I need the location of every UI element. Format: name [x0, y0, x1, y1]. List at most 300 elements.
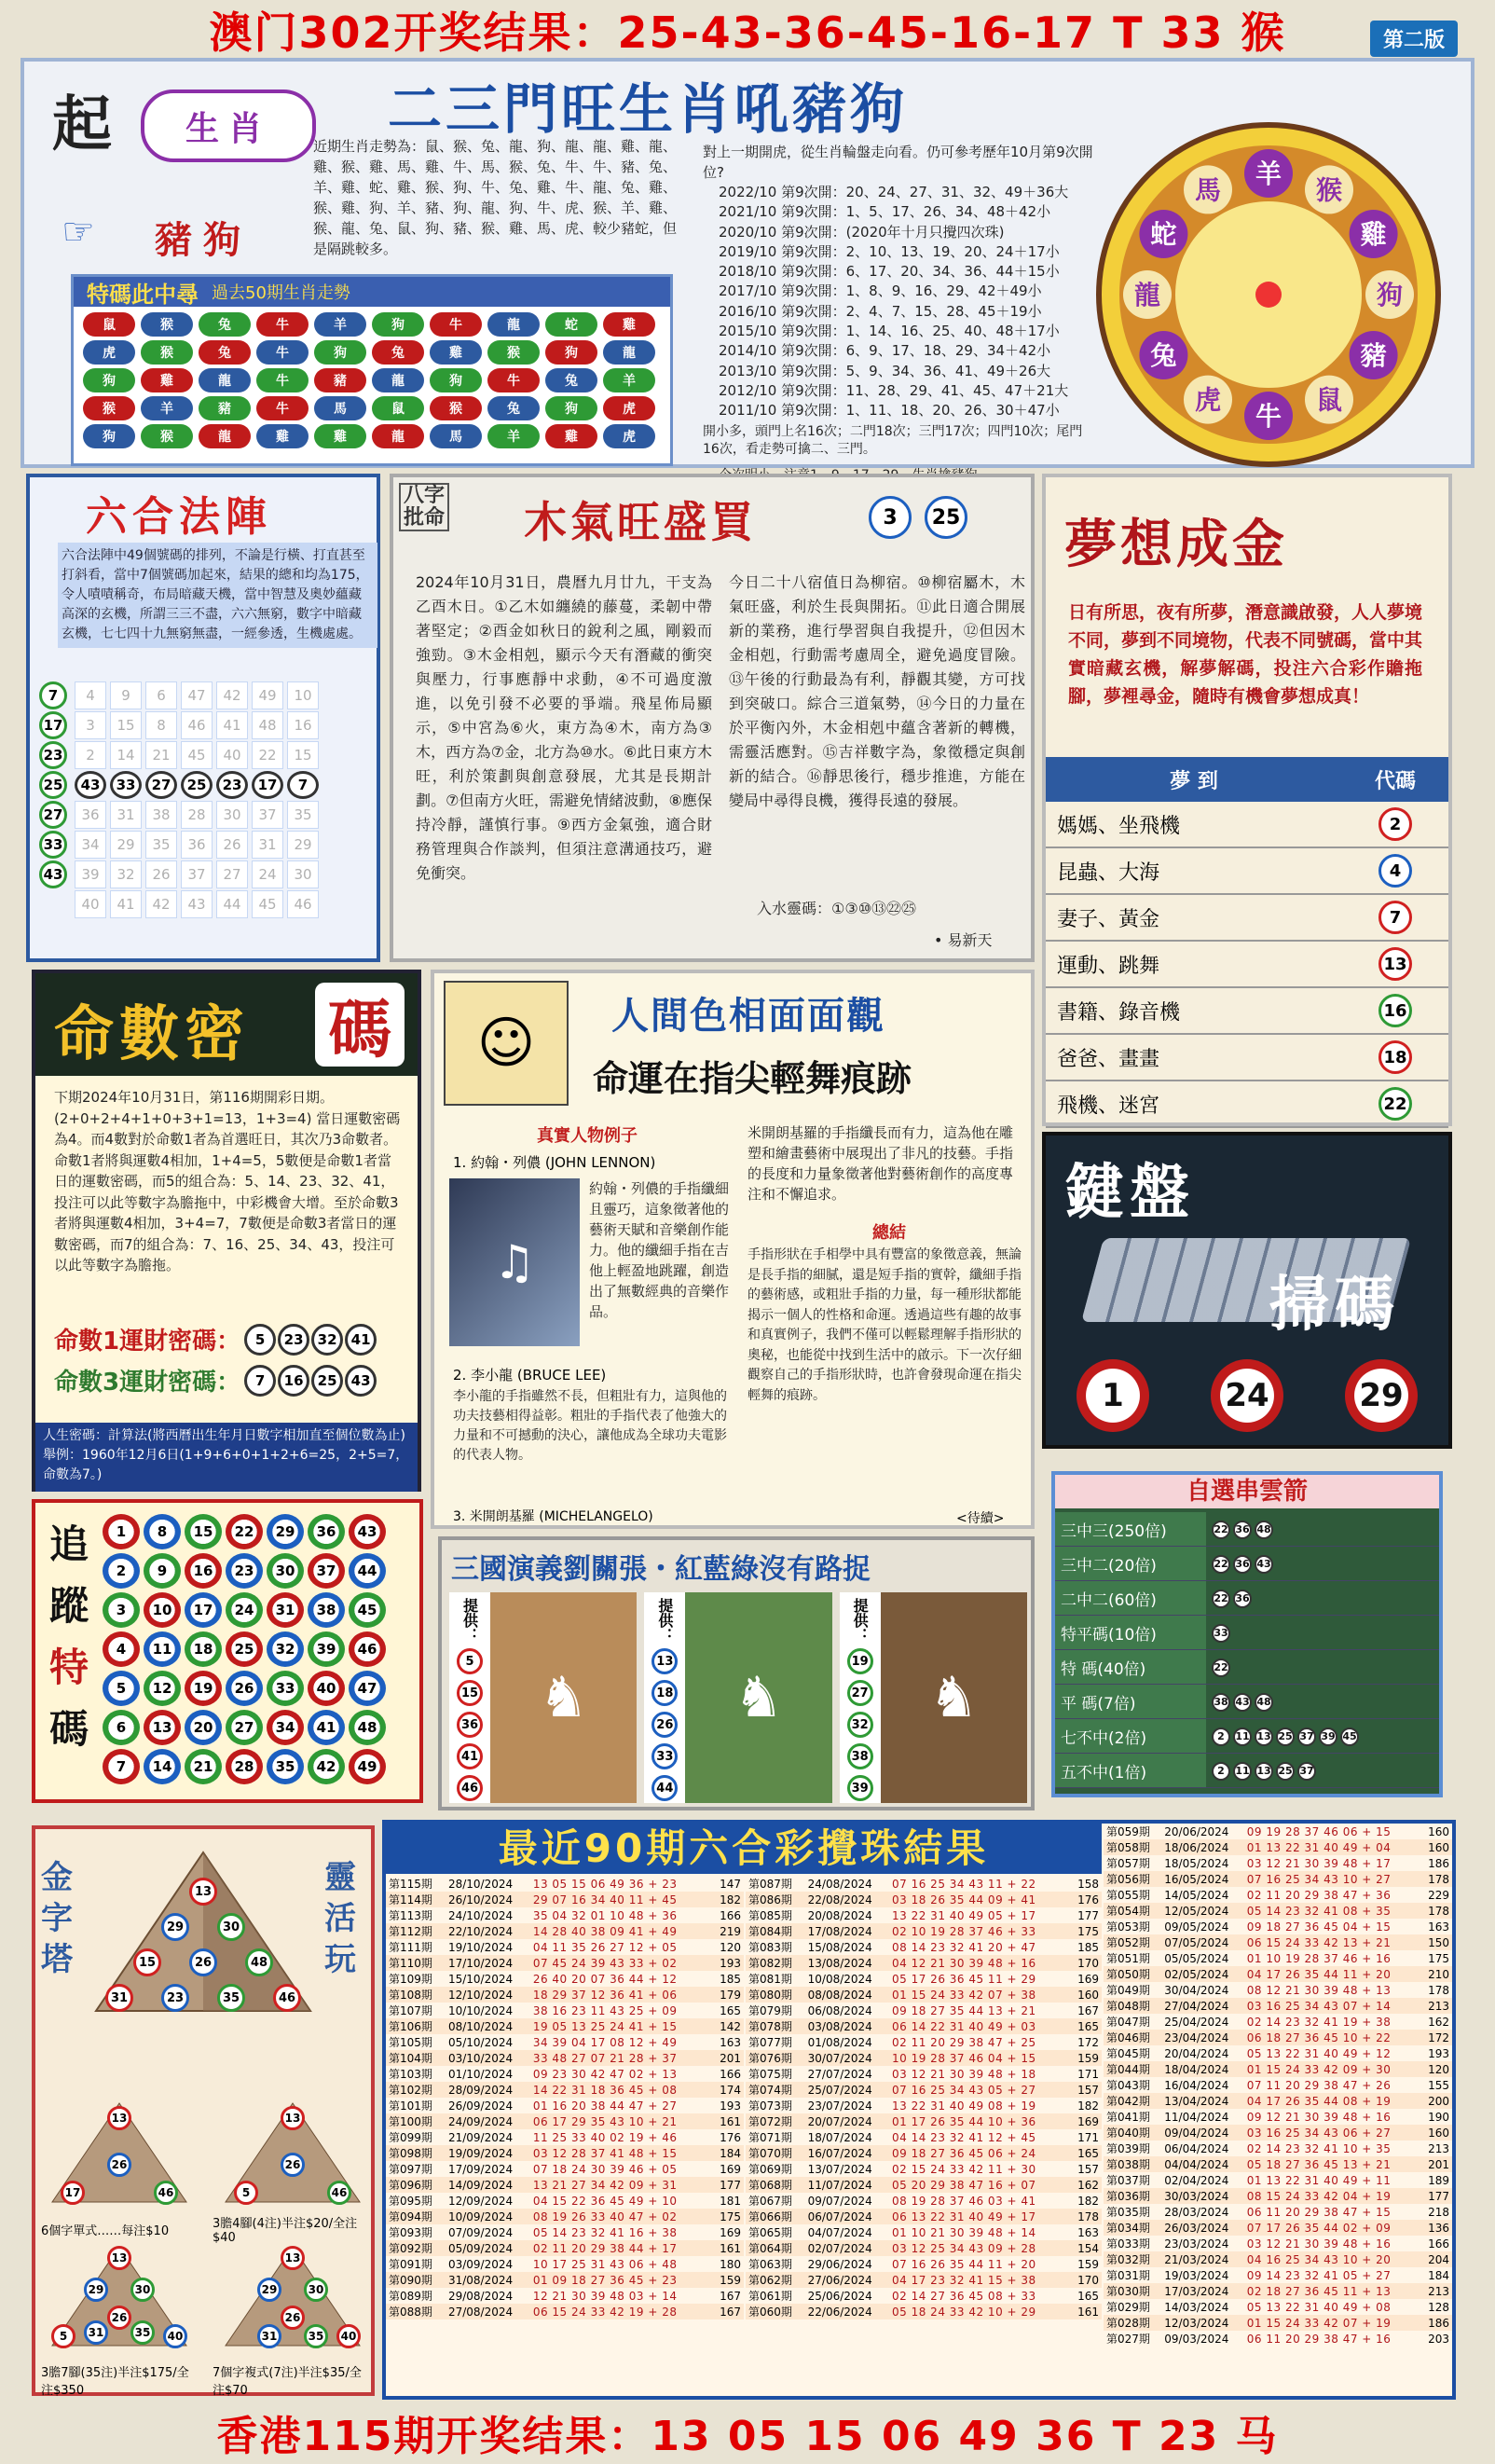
results-sum: 166: [711, 2066, 744, 2082]
pyramid-small-ball: 46: [327, 2181, 351, 2205]
results-sum: 154: [1069, 2240, 1102, 2256]
trend-cell: 龍: [199, 368, 251, 392]
results-sum: 181: [711, 2193, 744, 2209]
chain-title: 自選串雲箭: [1055, 1475, 1439, 1508]
results-sum: 177: [1420, 2188, 1452, 2204]
fate-line-2-label: 命數3運財密碼：: [54, 1369, 241, 1397]
face-section: [431, 970, 1035, 1529]
results-sum: 189: [1420, 2172, 1452, 2188]
pyramid-small-ball: 13: [281, 2246, 305, 2270]
liuhe-cell: 44: [216, 890, 248, 918]
results-date: 01/10/2024: [446, 2066, 530, 2082]
results-issue: 第106期: [386, 2018, 446, 2034]
results-sum: 175: [1420, 1950, 1452, 1966]
dream-item: 運動、跳舞: [1046, 941, 1342, 987]
results-issue: 第060期: [746, 2304, 805, 2319]
results-sum: 170: [1069, 2272, 1102, 2288]
edition-badge: 第二版: [1370, 21, 1458, 57]
results-issue: 第113期: [386, 1907, 446, 1923]
liuhe-cell: 26: [145, 860, 177, 888]
results-row: [1104, 2156, 1452, 2172]
trend-cell: 羊: [314, 312, 366, 337]
results-sum: 165: [1069, 2018, 1102, 2034]
liuhe-highlight-ball: 25: [181, 771, 213, 799]
trend-cell: 狗: [430, 368, 482, 392]
results-date: 22/08/2024: [805, 1892, 889, 1907]
results-row: [1104, 2315, 1452, 2331]
results-numbers: 05 14 23 32 41 08 + 35: [1244, 1903, 1420, 1919]
liuhe-cell: 31: [252, 831, 283, 859]
trend-cell: 羊: [141, 396, 193, 420]
results-numbers: 04 11 35 26 27 12 + 05: [530, 1939, 711, 1955]
results-date: 02/04/2024: [1161, 2172, 1244, 2188]
chase-cell: 22: [226, 1514, 263, 1549]
chain-row: [1055, 1685, 1439, 1719]
results-numbers: 03 18 26 35 44 09 + 41: [889, 1892, 1069, 1907]
results-row: [1104, 1903, 1452, 1919]
results-row: [746, 2003, 1102, 2018]
results-issue: 第053期: [1104, 1919, 1161, 1934]
results-issue: 第071期: [746, 2129, 805, 2145]
results-issue: 第056期: [1104, 1871, 1161, 1887]
chain-row: [1055, 1650, 1439, 1685]
results-row: [1104, 1950, 1452, 1966]
results-numbers: 06 15 24 33 42 13 + 21: [1244, 1934, 1420, 1950]
liuhe-cell: 48: [252, 711, 283, 739]
liuhe-left-ball: 7: [39, 681, 67, 709]
chain-number: 13: [1255, 1728, 1273, 1746]
results-sum: 182: [711, 1892, 744, 1907]
trend-cell: 狗: [545, 396, 597, 420]
trend-cell: 羊: [603, 368, 655, 392]
chase-title-char: 碼: [48, 1706, 89, 1752]
trend-cell: 雞: [603, 312, 655, 337]
results-issue: 第054期: [1104, 1903, 1161, 1919]
results-issue: 第065期: [746, 2224, 805, 2240]
results-issue: 第030期: [1104, 2283, 1161, 2299]
results-table-1: [386, 1876, 744, 2319]
liuhe-cell: 45: [252, 890, 283, 918]
pyramid-small-ball: 13: [107, 2246, 131, 2270]
face-p3: 3. 米開朗基羅 (MICHELANGELO): [453, 1509, 653, 1524]
results-date: 14/05/2024: [1161, 1887, 1244, 1903]
chase-cell: 16: [185, 1553, 222, 1589]
results-date: 27/08/2024: [446, 2304, 530, 2319]
liuhe-cell: 15: [110, 711, 142, 739]
results-issue: 第069期: [746, 2161, 805, 2177]
results-numbers: 01 15 24 33 42 07 + 19: [1244, 2315, 1420, 2331]
results-issue: 第095期: [386, 2193, 446, 2209]
chain-label: 平 碼(7倍): [1055, 1685, 1206, 1719]
results-date: 08/08/2024: [805, 1987, 889, 2003]
chase-cell: 1: [103, 1514, 140, 1549]
results-numbers: 29 07 16 34 40 11 + 45: [530, 1892, 711, 1907]
pyramid-small-ball: 5: [234, 2181, 258, 2205]
results-sum: 175: [711, 2209, 744, 2224]
sanguo-number: 46: [457, 1775, 483, 1801]
liuhe-cell: 34: [75, 831, 106, 859]
sanguo-number: 38: [847, 1743, 873, 1769]
liuhe-cell: 2: [75, 741, 106, 769]
chase-cell: 32: [267, 1631, 304, 1667]
pyramid-section: [32, 1825, 375, 2396]
chain-section: [1051, 1471, 1443, 1797]
sanguo-group: [644, 1592, 831, 1803]
pyramid-ball: 35: [217, 1984, 245, 2012]
chase-title: [41, 1514, 97, 1755]
results-issue: 第111期: [386, 1939, 446, 1955]
results-date: 17/09/2024: [446, 2161, 530, 2177]
results-numbers: 02 10 19 28 37 46 + 33: [889, 1923, 1069, 1939]
sanguo-number: 27: [847, 1680, 873, 1706]
liuhe-cell: 15: [287, 741, 319, 769]
trend-cell: 牛: [487, 368, 540, 392]
results-issue: 第112期: [386, 1923, 446, 1939]
keyboard-title-1: 鍵盤: [1064, 1158, 1195, 1228]
results-issue: 第032期: [1104, 2251, 1161, 2267]
liuhe-cell: 39: [75, 860, 106, 888]
results-issue: 第091期: [386, 2256, 446, 2272]
dream-item: 飛機、迷宮: [1046, 1081, 1342, 1127]
sanguo-label: 提供：: [655, 1598, 674, 1643]
results-sum: 180: [711, 2256, 744, 2272]
results-sum: 178: [1420, 1982, 1452, 1998]
dream-item: 昆蟲、大海: [1046, 847, 1342, 894]
chain-label: 特 碼(40倍): [1055, 1650, 1206, 1685]
results-numbers: 03 12 21 30 39 48 + 18: [889, 2066, 1069, 2082]
liuhe-cell: 46: [181, 711, 213, 739]
results-sum: 184: [711, 2145, 744, 2161]
face-title: 人間色相面面觀: [611, 994, 885, 1038]
results-sum: 165: [711, 2003, 744, 2018]
liuhe-cell: 36: [181, 831, 213, 859]
results-row: [746, 1987, 1102, 2003]
results-issue: 第115期: [386, 1876, 446, 1892]
chain-number: 33: [1212, 1624, 1230, 1643]
fate-line-1-label: 命數1運財密碼：: [54, 1328, 241, 1356]
zodiac-history-list: [719, 183, 1110, 441]
chase-cell: 7: [103, 1749, 140, 1784]
results-numbers: 19 05 13 25 24 41 + 15: [530, 2018, 711, 2034]
trend-cell: 龍: [372, 368, 424, 392]
results-row: [386, 1876, 744, 1892]
results-numbers: 13 22 31 40 49 05 + 17: [889, 1907, 1069, 1923]
results-date: 05/09/2024: [446, 2240, 530, 2256]
results-numbers: 07 18 24 30 39 46 + 05: [530, 2161, 711, 2177]
results-numbers: 01 15 24 33 42 09 + 30: [1244, 2061, 1420, 2077]
results-numbers: 35 04 32 01 10 48 + 36: [530, 1907, 711, 1923]
chain-number: 22: [1212, 1659, 1230, 1677]
dream-row: [1046, 941, 1448, 987]
fate-line-2: [54, 1363, 377, 1397]
results-sum: 178: [1069, 2209, 1102, 2224]
results-issue: 第044期: [1104, 2061, 1161, 2077]
results-date: 15/08/2024: [805, 1939, 889, 1955]
pyramid-small-ball: 26: [281, 2153, 305, 2177]
results-numbers: 13 22 31 40 49 08 + 19: [889, 2098, 1069, 2113]
chain-row: [1055, 1547, 1439, 1581]
zodiac-history-item: 2011/10 第9次開：1、11、18、20、26、30＋47小: [719, 402, 1060, 420]
liuhe-cell: 22: [252, 741, 283, 769]
trend-cell: 兔: [487, 396, 540, 420]
results-numbers: 04 17 23 32 41 15 + 38: [889, 2272, 1069, 2288]
results-date: 18/07/2024: [805, 2129, 889, 2145]
chase-cell: 17: [185, 1592, 222, 1628]
trend-cell: 兔: [545, 368, 597, 392]
results-row: [746, 2034, 1102, 2050]
results-date: 26/03/2024: [1161, 2220, 1244, 2236]
face-summary-title: 總結: [872, 1223, 906, 1243]
chase-cell: 33: [267, 1671, 304, 1706]
fate-section: [32, 970, 421, 1492]
results-date: 01/08/2024: [805, 2034, 889, 2050]
trend-cell: 蛇: [545, 312, 597, 337]
results-numbers: 02 14 23 32 41 19 + 38: [1244, 2014, 1420, 2030]
results-issue: 第031期: [1104, 2267, 1161, 2283]
sanguo-number: 39: [847, 1775, 873, 1801]
dream-title: 夢想成金: [1064, 514, 1288, 575]
fate-number: 43: [345, 1365, 377, 1397]
liuhe-cell: 14: [110, 741, 142, 769]
chase-cell: 31: [267, 1592, 304, 1628]
fate-number: 25: [311, 1365, 343, 1397]
chase-cell: 26: [226, 1671, 263, 1706]
pyramid-ball: 15: [133, 1948, 161, 1976]
results-issue: 第109期: [386, 1971, 446, 1987]
results-row: [1104, 1839, 1452, 1855]
chain-label: 二中二(60倍): [1055, 1581, 1206, 1616]
trend-cell: 龍: [372, 424, 424, 448]
results-date: 09/03/2024: [1161, 2331, 1244, 2347]
results-row: [746, 1876, 1102, 1892]
results-sum: 171: [1069, 2129, 1102, 2145]
results-sum: 167: [1069, 2003, 1102, 2018]
chase-cell: 29: [267, 1514, 304, 1549]
results-numbers: 07 16 25 34 43 05 + 27: [889, 2082, 1069, 2098]
liuhe-cell: 3: [75, 711, 106, 739]
results-date: 12/10/2024: [446, 1987, 530, 2003]
results-date: 09/05/2024: [1161, 1919, 1244, 1934]
results-sum: 159: [1069, 2050, 1102, 2066]
chain-number: 36: [1233, 1555, 1252, 1574]
results-row: [1104, 2172, 1452, 2188]
results-date: 18/05/2024: [1161, 1855, 1244, 1871]
results-issue: 第103期: [386, 2066, 446, 2082]
results-sum: 182: [1069, 2193, 1102, 2209]
results-date: 22/10/2024: [446, 1923, 530, 1939]
results-issue: 第082期: [746, 1955, 805, 1971]
results-numbers: 07 16 25 34 43 10 + 27: [1244, 1871, 1420, 1887]
pyramid-ball: 13: [189, 1878, 217, 1906]
liuhe-cell: 32: [110, 860, 142, 888]
liuhe-cell: 36: [75, 801, 106, 829]
results-row: [746, 1939, 1102, 1955]
liuhe-highlight-ball: 43: [75, 771, 106, 799]
results-date: 21/09/2024: [446, 2129, 530, 2145]
results-sum: 142: [711, 2018, 744, 2034]
dream-item: 媽媽、坐飛機: [1046, 802, 1342, 847]
pyramid-small-ball: 35: [304, 2324, 328, 2348]
results-sum: 193: [711, 2098, 744, 2113]
pyramid-small-ball: 46: [154, 2181, 178, 2205]
dream-code: 13: [1378, 947, 1412, 981]
results-issue: 第033期: [1104, 2236, 1161, 2251]
results-row: [746, 2129, 1102, 2145]
liuhe-highlight-ball: 17: [252, 771, 283, 799]
results-sum: 186: [1420, 1855, 1452, 1871]
zodiac-history-item: 2016/10 第9次開：2、4、7、15、28、45＋19小: [719, 302, 1042, 320]
results-numbers: 07 45 24 39 43 33 + 02: [530, 1955, 711, 1971]
trend-cell: 牛: [256, 368, 309, 392]
results-sum: 178: [1420, 1871, 1452, 1887]
liuhe-cell: 43: [181, 890, 213, 918]
results-issue: 第039期: [1104, 2141, 1161, 2156]
results-date: 06/07/2024: [805, 2209, 889, 2224]
chain-row: [1055, 1581, 1439, 1616]
results-sum: 157: [1069, 2082, 1102, 2098]
chase-cell: 47: [349, 1671, 386, 1706]
results-numbers: 08 19 28 37 46 03 + 41: [889, 2193, 1069, 2209]
results-numbers: 01 10 21 30 39 48 + 14: [889, 2224, 1069, 2240]
pyramid-ball: 26: [189, 1948, 217, 1976]
results-numbers: 03 12 21 30 39 48 + 17: [1244, 1855, 1420, 1871]
chase-cell: 10: [144, 1592, 181, 1628]
chase-cell: 40: [308, 1671, 345, 1706]
results-row: [746, 2145, 1102, 2161]
results-sum: 178: [1420, 1903, 1452, 1919]
dream-col-code: 代碼: [1374, 769, 1416, 793]
results-row: [746, 2193, 1102, 2209]
results-numbers: 01 10 19 28 37 46 + 16: [1244, 1950, 1420, 1966]
chase-cell: 8: [144, 1514, 181, 1549]
results-issue: 第102期: [386, 2082, 446, 2098]
chain-label: 特平碼(10倍): [1055, 1616, 1206, 1650]
results-issue: 第096期: [386, 2177, 446, 2193]
results-issue: 第062期: [746, 2272, 805, 2288]
results-issue: 第114期: [386, 1892, 446, 1907]
liuhe-cell: 8: [145, 711, 177, 739]
results-sum: 213: [1420, 2141, 1452, 2156]
results-issue: 第029期: [1104, 2299, 1161, 2315]
results-numbers: 02 11 20 29 38 44 + 17: [530, 2240, 711, 2256]
chase-cell: 37: [308, 1553, 345, 1589]
chase-cell: 6: [103, 1710, 140, 1745]
trend-title: 特碼此中尋: [87, 281, 199, 308]
fate-number: 23: [278, 1324, 309, 1356]
results-issue: 第058期: [1104, 1839, 1161, 1855]
results-row: [746, 2240, 1102, 2256]
results-issue: 第081期: [746, 1971, 805, 1987]
liuhe-grid: [39, 681, 375, 919]
results-issue: 第047期: [1104, 2014, 1161, 2030]
liuhe-left-ball: 33: [39, 831, 67, 859]
dream-col-item: 夢 到: [1170, 769, 1218, 793]
results-date: 02/07/2024: [805, 2240, 889, 2256]
pyramid-small-ball: 31: [84, 2320, 108, 2345]
trend-cell: 豬: [199, 396, 251, 420]
trend-cell: 狗: [83, 424, 135, 448]
fate-number: 41: [345, 1324, 377, 1356]
liuhe-cell: 42: [216, 681, 248, 709]
results-date: 29/08/2024: [446, 2288, 530, 2304]
trend-cell: 虎: [603, 424, 655, 448]
results-sum: 177: [711, 2177, 744, 2193]
results-date: 26/09/2024: [446, 2098, 530, 2113]
results-issue: 第072期: [746, 2113, 805, 2129]
results-issue: 第055期: [1104, 1887, 1161, 1903]
results-date: 16/05/2024: [1161, 1871, 1244, 1887]
results-numbers: 07 16 25 34 43 11 + 22: [889, 1876, 1069, 1892]
dream-row: [1046, 987, 1448, 1034]
results-issue: 第092期: [386, 2240, 446, 2256]
liuhe-highlight-ball: 33: [110, 771, 142, 799]
results-row: [746, 2018, 1102, 2034]
wheel-label: 雞: [1360, 219, 1387, 250]
results-issue: 第074期: [746, 2082, 805, 2098]
pyramid-small-ball: 31: [257, 2324, 281, 2348]
results-section: [382, 1820, 1456, 2400]
results-numbers: 07 11 20 29 38 47 + 26: [1244, 2077, 1420, 2093]
results-row: [386, 1923, 744, 1939]
trend-cell: 龍: [199, 424, 251, 448]
results-issue: 第079期: [746, 2003, 805, 2018]
results-numbers: 03 12 28 37 41 48 + 15: [530, 2145, 711, 2161]
trend-cell: 猴: [141, 312, 193, 337]
pyramid-p4-caption: 3膽7腳(35注)半注$175/全注$350: [41, 2366, 189, 2398]
liuhe-cell: 16: [287, 711, 319, 739]
pyramid-ball: 29: [161, 1913, 189, 1941]
dream-code: 18: [1378, 1040, 1412, 1074]
liuhe-cell: 42: [145, 890, 177, 918]
face-p1-text: 約翰・列儂的手指纖細且靈巧，這象徵著他的藝術天賦和音樂創作能力。他的纖細手指在吉他上輕盈地跳躍，創造出了無數經典的音樂作品。: [589, 1180, 730, 1320]
wood-num-1: 3: [869, 496, 912, 539]
results-date: 17/08/2024: [805, 1923, 889, 1939]
results-sum: 169: [1069, 2113, 1102, 2129]
pyramid-small-ball: 30: [304, 2278, 328, 2302]
trend-cell: 羊: [487, 424, 540, 448]
results-date: 24/10/2024: [446, 1907, 530, 1923]
trend-cell: 虎: [83, 340, 135, 365]
results-sum: 204: [1420, 2251, 1452, 2267]
results-sum: 210: [1420, 1966, 1452, 1982]
results-date: 13/07/2024: [805, 2161, 889, 2177]
liuhe-cell: 26: [216, 831, 248, 859]
zodiac-history-item: 2020/10 第9次開：(2020年十月只攪四次珠): [719, 223, 1005, 241]
results-issue: 第110期: [386, 1955, 446, 1971]
chase-grid: [101, 1512, 388, 1786]
dream-intro: 日有所思，夜有所夢，潛意識啟發，人人夢境不同，夢到不同境物，代表不同號碼，當中其實暗藏玄機，解夢解碼，投注六合彩作贍拖腳，夢裡尋金，隨時有機會夢想成真！: [1068, 602, 1423, 707]
sanguo-figure-icon: ♞: [734, 1665, 784, 1730]
trend-cell: 狗: [314, 340, 366, 365]
results-row: [1104, 1998, 1452, 2014]
results-numbers: 26 40 20 07 36 44 + 12: [530, 1971, 711, 1987]
results-issue: 第101期: [386, 2098, 446, 2113]
results-row: [386, 2288, 744, 2304]
results-row: [386, 2018, 744, 2034]
results-row: [1104, 1824, 1452, 1839]
trend-cell: 兔: [199, 340, 251, 365]
dream-code: 22: [1378, 1087, 1412, 1121]
trend-cell: 鼠: [372, 396, 424, 420]
chase-cell: 30: [267, 1553, 304, 1589]
liuhe-cell: 9: [110, 681, 142, 709]
trend-cell: 雞: [430, 340, 482, 365]
results-sum: 161: [711, 2240, 744, 2256]
results-sum: 170: [1069, 1955, 1102, 1971]
chase-cell: 38: [308, 1592, 345, 1628]
results-row: [1104, 2220, 1452, 2236]
results-date: 26/10/2024: [446, 1892, 530, 1907]
